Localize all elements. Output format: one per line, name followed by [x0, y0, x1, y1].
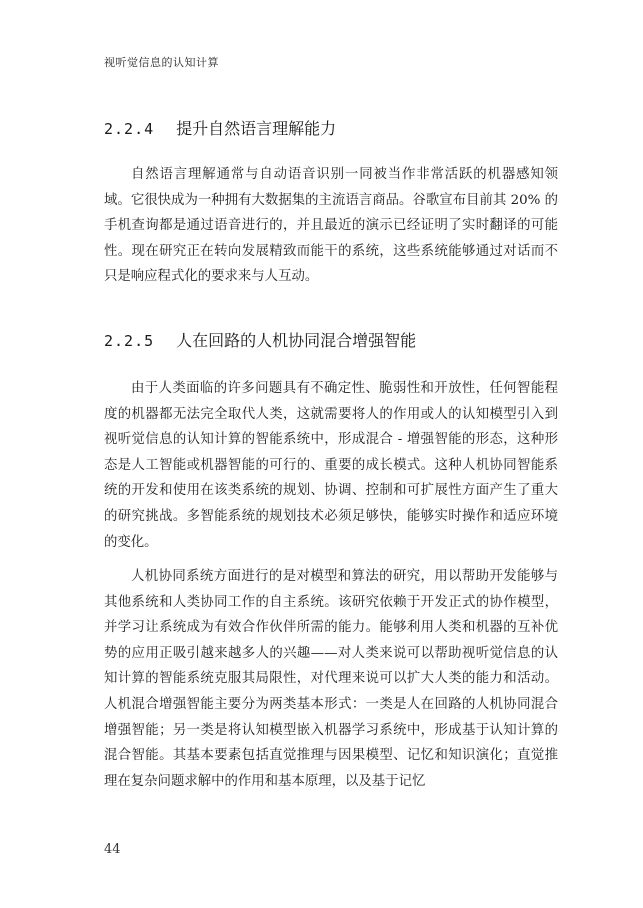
body-paragraph: 由于人类面临的许多问题具有不确定性、脆弱性和开放性，任何智能程度的机器都无法完全取代人类，这就需要将人的作用或人的认知模型引入到视听觉信息的认知计算的智能系统中，形成混合 - 增强智能的形态，这种形态是人工智能或机器智能的可行的、重要的成长模式。这种人机协同智能系统的开发和使用在该类系统的规划、协调、控制和可扩展性方面产生了重大的研究挑战。多智能系统的规划技术必须足够快，能够实时操作和适应环境的变化。 — [104, 381, 558, 550]
section-number: 2.2.4 — [104, 120, 155, 138]
section-number: 2.2.5 — [104, 332, 155, 350]
running-head-title: 视听觉信息的认知计算 — [104, 56, 219, 69]
section-heading-2-2-4 — [104, 116, 336, 139]
body-paragraph: 自然语言理解通常与自动语音识别一同被当作非常活跃的机器感知领域。它很快成为一种拥有大数据集的主流语言商品。谷歌宣布目前其 20% 的手机查询都是通过语音进行的，并且最近的演示已经证明了实时翻译的可能性。现在研究正在转向发展精致而能干的系统，这些系统能够通过对话而不只是响应程式化的要求来与人互动。 — [104, 167, 558, 285]
section-title: 人在回路的人机协同混合增强智能 — [176, 331, 417, 350]
section-heading-2-2-5 — [104, 328, 416, 351]
page-number: 44 — [104, 842, 121, 857]
section-title: 提升自然语言理解能力 — [176, 119, 337, 138]
body-paragraph: 人机协同系统方面进行的是对模型和算法的研究，用以帮助开发能够与其他系统和人类协同工作的自主系统。该研究依赖于开发正式的协作模型，并学习让系统成为有效合作伙伴所需的能力。能够利用人类和机器的互补优势的应用正吸引越来越多人的兴趣——对人类来说可以帮助视听觉信息的认知计算的智能系统克服其局限性，对代理来说可以扩大人类的能力和活动。人机混合增强智能主要分为两类基本形式：一类是人在回路的人机协同混合增强智能；另一类是将认知模型嵌入机器学习系统中，形成基于认知计算的混合智能。其基本要素包括直觉推理与因果模型、记忆和知识演化；直觉推理在复杂问题求解中的作用和基本原理，以及基于记忆 — [104, 569, 558, 789]
